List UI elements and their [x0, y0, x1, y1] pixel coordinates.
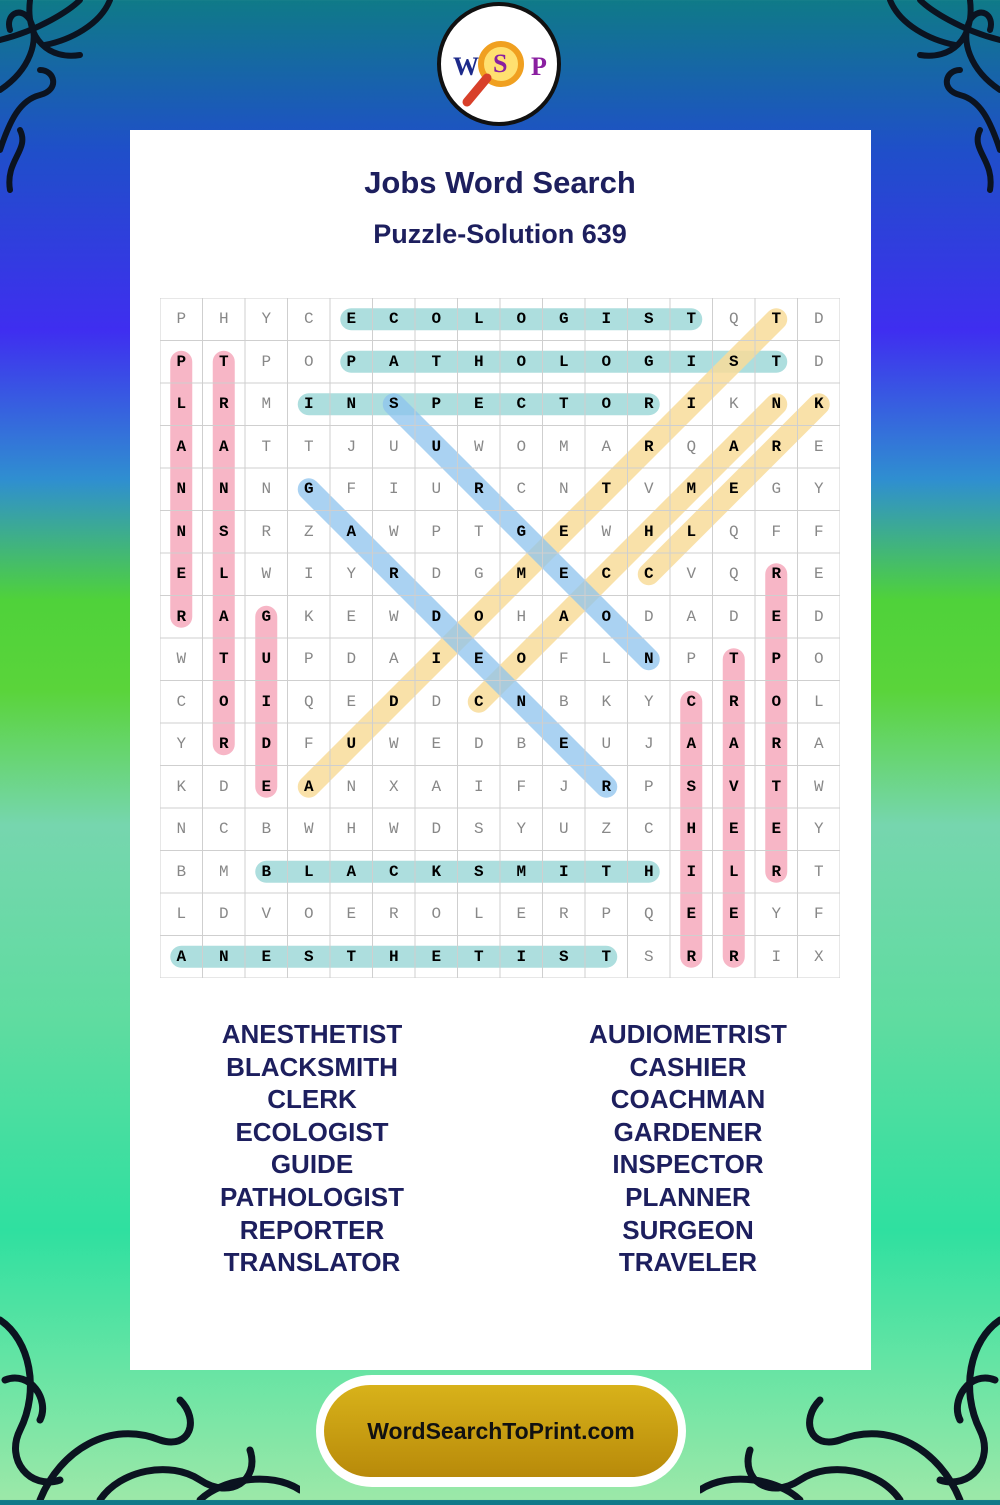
page-subtitle: Puzzle-Solution 639	[373, 219, 627, 249]
grid-cell[interactable]: P	[346, 352, 357, 371]
grid-cell[interactable]: W	[601, 522, 612, 541]
grid-cell[interactable]: A	[218, 607, 229, 626]
grid-cell[interactable]: E	[346, 905, 357, 923]
grid-cell[interactable]: H	[218, 310, 229, 328]
grid-cell[interactable]: D	[643, 607, 654, 626]
grid-cell[interactable]: Y	[346, 565, 357, 583]
grid-cell[interactable]: E	[516, 905, 527, 923]
logo-letter-s: S	[493, 49, 508, 78]
grid-cell[interactable]: C	[516, 395, 527, 413]
word-list-item: GUIDE	[270, 1149, 354, 1180]
grid-cell[interactable]: H	[473, 352, 484, 371]
grid-cell[interactable]: Y	[261, 310, 272, 328]
grid-cell[interactable]: X	[813, 947, 824, 966]
grid-cell[interactable]: C	[218, 820, 229, 838]
grid-cell[interactable]: R	[643, 437, 654, 456]
grid-cell[interactable]: C	[176, 692, 187, 711]
grid-cell[interactable]: E	[558, 565, 569, 583]
grid-cell[interactable]: D	[813, 352, 824, 371]
grid-cell[interactable]: W	[261, 565, 272, 583]
grid-cell[interactable]: H	[346, 820, 357, 838]
grid-cell[interactable]: N	[261, 480, 272, 498]
grid-cell[interactable]: T	[473, 522, 484, 541]
grid-cell[interactable]: L	[686, 522, 697, 541]
grid-cell[interactable]: Y	[516, 820, 527, 838]
grid-cell[interactable]: Y	[176, 735, 187, 753]
grid-cell[interactable]: E	[473, 395, 484, 413]
logo-letter-w: W	[453, 52, 479, 81]
grid-cell[interactable]: O	[516, 352, 527, 371]
grid-cell[interactable]: E	[261, 947, 272, 966]
grid-cell[interactable]: G	[303, 480, 314, 498]
word-list-item: TRANSLATOR	[223, 1247, 401, 1278]
grid-cell[interactable]: O	[601, 607, 612, 626]
grid-cell[interactable]: O	[516, 437, 527, 456]
grid-cell[interactable]: I	[303, 395, 314, 413]
grid-cell[interactable]: M	[686, 480, 697, 498]
grid-cell[interactable]: T	[728, 650, 739, 668]
grid-cell[interactable]: T	[261, 437, 272, 456]
grid-cell[interactable]: B	[176, 862, 187, 881]
grid-cell[interactable]: T	[771, 352, 782, 371]
grid-cell[interactable]: K	[728, 395, 739, 413]
grid-cell[interactable]: T	[771, 777, 782, 796]
grid-cell[interactable]: E	[261, 777, 272, 796]
grid-cell[interactable]: N	[346, 777, 357, 796]
grid-cell[interactable]: N	[176, 522, 187, 541]
grid-cell[interactable]: A	[601, 437, 612, 456]
grid-cell[interactable]: S	[473, 862, 484, 881]
grid-cell[interactable]: E	[728, 480, 739, 498]
grid-cell[interactable]: A	[176, 947, 187, 966]
grid-cell[interactable]: K	[303, 607, 314, 626]
logo-letter-p: P	[531, 52, 547, 81]
grid-cell[interactable]: U	[261, 650, 272, 668]
grid-cell[interactable]: E	[771, 607, 782, 626]
grid-cell[interactable]: O	[516, 310, 527, 328]
grid-cell[interactable]: A	[686, 607, 697, 626]
grid-cell[interactable]: W	[176, 650, 187, 668]
grid-cell[interactable]: P	[431, 395, 442, 413]
grid-cell[interactable]: C	[643, 565, 654, 583]
grid-cell[interactable]: R	[473, 480, 484, 498]
grid-cell[interactable]: L	[473, 905, 484, 923]
grid-cell[interactable]: N	[176, 820, 187, 838]
grid-cell[interactable]: D	[473, 735, 484, 753]
grid-cell[interactable]: J	[643, 735, 654, 753]
grid-cell[interactable]: S	[686, 777, 697, 796]
word-list-item: INSPECTOR	[612, 1149, 764, 1180]
grid-cell[interactable]: T	[346, 947, 357, 966]
grid-cell[interactable]: K	[813, 395, 824, 413]
grid-cell[interactable]: Q	[728, 522, 739, 541]
wsp-logo	[437, 2, 561, 126]
grid-cell[interactable]: I	[686, 352, 697, 371]
grid-cell[interactable]: R	[771, 437, 782, 456]
site-link[interactable]: WordSearchToPrint.com	[324, 1385, 678, 1477]
grid-cell[interactable]: W	[388, 607, 399, 626]
grid-cell[interactable]: E	[728, 820, 739, 838]
grid-cell[interactable]: E	[346, 310, 357, 328]
grid-cell[interactable]: E	[431, 947, 442, 966]
grid-cell[interactable]: P	[176, 352, 187, 371]
word-list-item: TRAVELER	[618, 1247, 758, 1278]
grid-cell[interactable]: D	[218, 905, 229, 923]
grid-cell[interactable]: C	[643, 820, 654, 838]
grid-cell[interactable]: C	[686, 692, 697, 711]
grid-cell[interactable]: D	[728, 607, 739, 626]
grid-cell[interactable]: A	[558, 607, 569, 626]
grid-cell[interactable]: N	[218, 480, 229, 498]
grid-cell[interactable]: C	[303, 310, 314, 328]
grid-cell[interactable]: G	[261, 607, 272, 626]
grid-cell[interactable]: O	[431, 310, 442, 328]
grid-cell[interactable]: S	[218, 522, 229, 541]
grid-cell[interactable]: U	[431, 437, 442, 456]
page-title: Jobs Word Search	[364, 165, 636, 200]
grid-cell[interactable]: D	[431, 692, 442, 711]
grid-cell[interactable]: E	[686, 905, 697, 923]
grid-cell[interactable]: V	[728, 777, 739, 796]
grid-cell[interactable]: P	[771, 650, 782, 668]
grid-cell[interactable]: J	[346, 437, 357, 456]
grid-cell[interactable]: L	[218, 565, 229, 583]
grid-cell[interactable]: W	[388, 735, 399, 753]
grid-cell[interactable]: I	[303, 565, 314, 583]
grid-cell[interactable]: A	[346, 522, 357, 541]
grid-cell[interactable]: Q	[686, 437, 697, 456]
grid-cell[interactable]: A	[303, 777, 314, 796]
grid-cell[interactable]: F	[558, 650, 569, 668]
grid-cell[interactable]: D	[261, 735, 272, 753]
grid-cell[interactable]: Y	[813, 480, 824, 498]
grid-cell[interactable]: P	[643, 777, 654, 796]
grid-cell[interactable]: Q	[643, 905, 654, 923]
grid-cell[interactable]: Y	[643, 692, 654, 711]
grid-cell[interactable]: V	[261, 905, 272, 923]
grid-cell[interactable]: D	[346, 650, 357, 668]
grid-cell[interactable]: D	[813, 607, 824, 626]
grid-cell[interactable]: C	[388, 862, 399, 881]
grid-cell[interactable]: I	[686, 395, 697, 413]
grid-cell[interactable]: B	[261, 820, 272, 838]
grid-cell[interactable]: L	[728, 862, 739, 881]
word-list-item: ECOLOGIST	[235, 1116, 389, 1147]
grid-cell[interactable]: L	[473, 310, 484, 328]
grid-cell[interactable]: A	[346, 862, 357, 881]
grid-cell[interactable]: R	[261, 522, 272, 541]
grid-cell[interactable]: Z	[303, 522, 314, 541]
grid-cell[interactable]: I	[516, 947, 527, 966]
grid-cell[interactable]: G	[558, 310, 569, 328]
grid-cell[interactable]: N	[218, 947, 229, 966]
grid-cell[interactable]: E	[813, 437, 824, 456]
grid-cell[interactable]: N	[176, 480, 187, 498]
grid-cell[interactable]: K	[431, 862, 442, 881]
grid-cell[interactable]: M	[218, 862, 229, 881]
grid-cell[interactable]: N	[516, 692, 527, 711]
grid-cell[interactable]: T	[303, 437, 314, 456]
grid-cell[interactable]: F	[516, 777, 527, 796]
grid-cell[interactable]: B	[558, 692, 569, 711]
grid-cell[interactable]: R	[728, 947, 739, 966]
grid-cell[interactable]: R	[771, 565, 782, 583]
grid-cell[interactable]: E	[558, 522, 569, 541]
grid-cell[interactable]: S	[303, 947, 314, 966]
grid-cell[interactable]: M	[516, 862, 527, 881]
grid-cell[interactable]: T	[558, 395, 569, 413]
grid-cell[interactable]: G	[643, 352, 654, 371]
grid-cell[interactable]: O	[813, 650, 824, 668]
grid-cell[interactable]: W	[473, 437, 484, 456]
grid-cell[interactable]: L	[813, 692, 824, 711]
grid-cell[interactable]: Q	[728, 565, 739, 583]
grid-cell[interactable]: W	[388, 820, 399, 838]
grid-cell[interactable]: Q	[728, 310, 739, 328]
grid-cell[interactable]: R	[558, 905, 569, 923]
grid-cell[interactable]: A	[728, 437, 739, 456]
grid-cell[interactable]: D	[813, 310, 824, 328]
grid-cell[interactable]: G	[473, 565, 484, 583]
grid-cell[interactable]: P	[601, 905, 612, 923]
grid-cell[interactable]: Z	[601, 820, 612, 838]
grid-cell[interactable]: S	[558, 947, 569, 966]
grid-cell[interactable]: H	[643, 862, 654, 881]
grid-cell[interactable]: T	[771, 310, 782, 328]
grid-cell[interactable]: C	[388, 310, 399, 328]
grid-cell[interactable]: U	[558, 820, 569, 838]
grid-cell[interactable]: A	[431, 777, 442, 796]
grid-cell[interactable]: H	[516, 607, 527, 626]
grid-cell[interactable]: P	[431, 522, 442, 541]
grid-cell[interactable]: L	[558, 352, 569, 371]
grid-cell[interactable]: R	[728, 692, 739, 711]
grid-cell[interactable]: S	[643, 310, 654, 328]
grid-cell[interactable]: R	[601, 777, 612, 796]
grid-cell[interactable]: I	[771, 947, 782, 966]
word-list-item: GARDENER	[613, 1116, 763, 1147]
grid-cell[interactable]: J	[558, 777, 569, 796]
grid-cell[interactable]: T	[218, 352, 229, 371]
grid-cell[interactable]: I	[388, 480, 399, 498]
grid-cell[interactable]: S	[728, 352, 739, 371]
grid-cell[interactable]: D	[218, 777, 229, 796]
grid-cell[interactable]: R	[388, 565, 399, 583]
grid-cell[interactable]: E	[431, 735, 442, 753]
grid-cell[interactable]: I	[686, 862, 697, 881]
grid-cell[interactable]: E	[473, 650, 484, 668]
grid-cell[interactable]: R	[643, 395, 654, 413]
grid-cell[interactable]: R	[218, 395, 229, 413]
grid-cell[interactable]: A	[686, 735, 697, 753]
grid-cell[interactable]: F	[813, 522, 824, 541]
grid-cell[interactable]: I	[601, 310, 612, 328]
grid-cell[interactable]: D	[431, 565, 442, 583]
grid-cell[interactable]: R	[771, 862, 782, 881]
grid-cell[interactable]: Q	[303, 692, 314, 711]
grid-cell[interactable]: Y	[771, 905, 782, 923]
word-list-left	[162, 1018, 462, 1279]
grid-cell[interactable]: E	[346, 692, 357, 711]
grid-cell[interactable]: I	[261, 692, 272, 711]
grid-cell[interactable]: R	[176, 607, 187, 626]
word-list-item: CASHIER	[629, 1051, 747, 1082]
grid-cell[interactable]: T	[813, 862, 824, 881]
grid-cell[interactable]: O	[431, 905, 442, 923]
grid-cell[interactable]: N	[558, 480, 569, 498]
grid-cell[interactable]: F	[771, 522, 782, 541]
grid-cell[interactable]: D	[388, 692, 399, 711]
footer-badge	[316, 1375, 686, 1487]
grid-cell[interactable]: N	[346, 395, 357, 413]
grid-cell[interactable]: Y	[813, 820, 824, 838]
grid-cell[interactable]: X	[388, 777, 399, 796]
word-list-item: AUDIOMETRIST	[589, 1019, 787, 1049]
grid-cell[interactable]: P	[261, 352, 272, 371]
grid-cell[interactable]: C	[516, 480, 527, 498]
grid-cell[interactable]: U	[431, 480, 442, 498]
grid-cell[interactable]: W	[813, 777, 824, 796]
word-search-grid	[160, 298, 840, 978]
grid-cell[interactable]: M	[558, 437, 569, 456]
grid-cell[interactable]: V	[643, 480, 654, 498]
grid-cell[interactable]: H	[686, 820, 697, 838]
grid-cell[interactable]: P	[176, 310, 187, 328]
grid-cell[interactable]: O	[218, 692, 229, 711]
grid-cell[interactable]: L	[176, 905, 187, 923]
grid-cell[interactable]: R	[686, 947, 697, 966]
grid-cell[interactable]: P	[686, 650, 697, 668]
grid-cell[interactable]: E	[728, 905, 739, 923]
grid-cell[interactable]: S	[473, 820, 484, 838]
grid-cell[interactable]: W	[388, 522, 399, 541]
grid-cell[interactable]: O	[601, 352, 612, 371]
grid-cell[interactable]: M	[516, 565, 527, 583]
grid-cell[interactable]: W	[303, 820, 314, 838]
word-list-item: SURGEON	[622, 1214, 754, 1245]
grid-cell[interactable]: N	[643, 650, 654, 668]
grid-cell[interactable]: M	[261, 395, 272, 413]
grid-cell[interactable]: I	[558, 862, 569, 881]
grid-cell[interactable]: O	[601, 395, 612, 413]
word-list-item: ANESTHETIST	[221, 1019, 403, 1049]
grid-cell[interactable]: R	[771, 735, 782, 753]
grid-cell[interactable]: L	[303, 862, 314, 881]
grid-cell[interactable]: E	[176, 565, 187, 583]
grid-cell[interactable]: B	[261, 862, 272, 881]
grid-cell[interactable]: H	[643, 522, 654, 541]
grid-cell[interactable]: U	[346, 735, 357, 753]
grid-cell[interactable]: I	[473, 777, 484, 796]
grid-cell[interactable]: N	[771, 395, 782, 413]
grid-cell[interactable]: F	[346, 480, 357, 498]
grid-cell[interactable]: U	[388, 437, 399, 456]
grid-cell[interactable]: V	[686, 565, 697, 583]
grid-cell[interactable]: U	[601, 735, 612, 753]
grid-cell[interactable]: C	[601, 565, 612, 583]
grid-cell[interactable]: A	[218, 437, 229, 456]
grid-cell[interactable]: A	[388, 650, 399, 668]
grid-cell[interactable]: T	[431, 352, 442, 371]
word-list-right	[538, 1018, 838, 1279]
grid-cell[interactable]: T	[601, 947, 612, 966]
grid-cell[interactable]: R	[388, 905, 399, 923]
grid-cell[interactable]: T	[601, 480, 612, 498]
grid-cell[interactable]: O	[303, 352, 314, 371]
grid-cell[interactable]: L	[176, 395, 187, 413]
grid-cell[interactable]: B	[516, 735, 527, 753]
grid-cell[interactable]: O	[771, 692, 782, 711]
grid-cell[interactable]: P	[303, 650, 314, 668]
word-list-item: COACHMAN	[610, 1084, 766, 1115]
grid-cell[interactable]: F	[303, 735, 314, 753]
word-list-item: PATHOLOGIST	[220, 1181, 404, 1212]
grid-cell[interactable]: A	[728, 735, 739, 753]
grid-cell[interactable]: L	[601, 650, 612, 668]
grid-cell[interactable]: T	[218, 650, 229, 668]
grid-cell[interactable]: O	[303, 905, 314, 923]
grid-cell[interactable]: E	[346, 607, 357, 626]
grid-cell[interactable]: E	[558, 735, 569, 753]
grid-cell[interactable]: C	[473, 692, 484, 711]
grid-cell[interactable]: F	[813, 905, 824, 923]
grid-cell[interactable]: G	[771, 480, 782, 498]
word-list-item: REPORTER	[239, 1214, 385, 1245]
grid-cell[interactable]: D	[431, 607, 442, 626]
grid-cell[interactable]: A	[813, 735, 824, 753]
grid-cell[interactable]: A	[388, 352, 399, 371]
grid-cell[interactable]: O	[473, 607, 484, 626]
grid-cell[interactable]: G	[516, 522, 527, 541]
grid-cell[interactable]: S	[388, 395, 399, 413]
grid-cell[interactable]: E	[771, 820, 782, 838]
grid-cell[interactable]: K	[176, 777, 187, 796]
grid-cell[interactable]: T	[686, 310, 697, 328]
grid-cell[interactable]: E	[813, 565, 824, 583]
grid-cell[interactable]: D	[431, 820, 442, 838]
word-list-item: BLACKSMITH	[226, 1051, 398, 1082]
grid-cell[interactable]: H	[388, 947, 399, 966]
grid-cell[interactable]: S	[643, 947, 654, 966]
grid-cell[interactable]: R	[218, 735, 229, 753]
grid-cell[interactable]: I	[431, 650, 442, 668]
grid-cell[interactable]: T	[601, 862, 612, 881]
grid-cell[interactable]: T	[473, 947, 484, 966]
grid-cell[interactable]: K	[601, 692, 612, 711]
word-list-item: CLERK	[267, 1084, 357, 1115]
grid-cell[interactable]: A	[176, 437, 187, 456]
word-list-item: PLANNER	[625, 1181, 751, 1212]
grid-cell[interactable]: O	[516, 650, 527, 668]
